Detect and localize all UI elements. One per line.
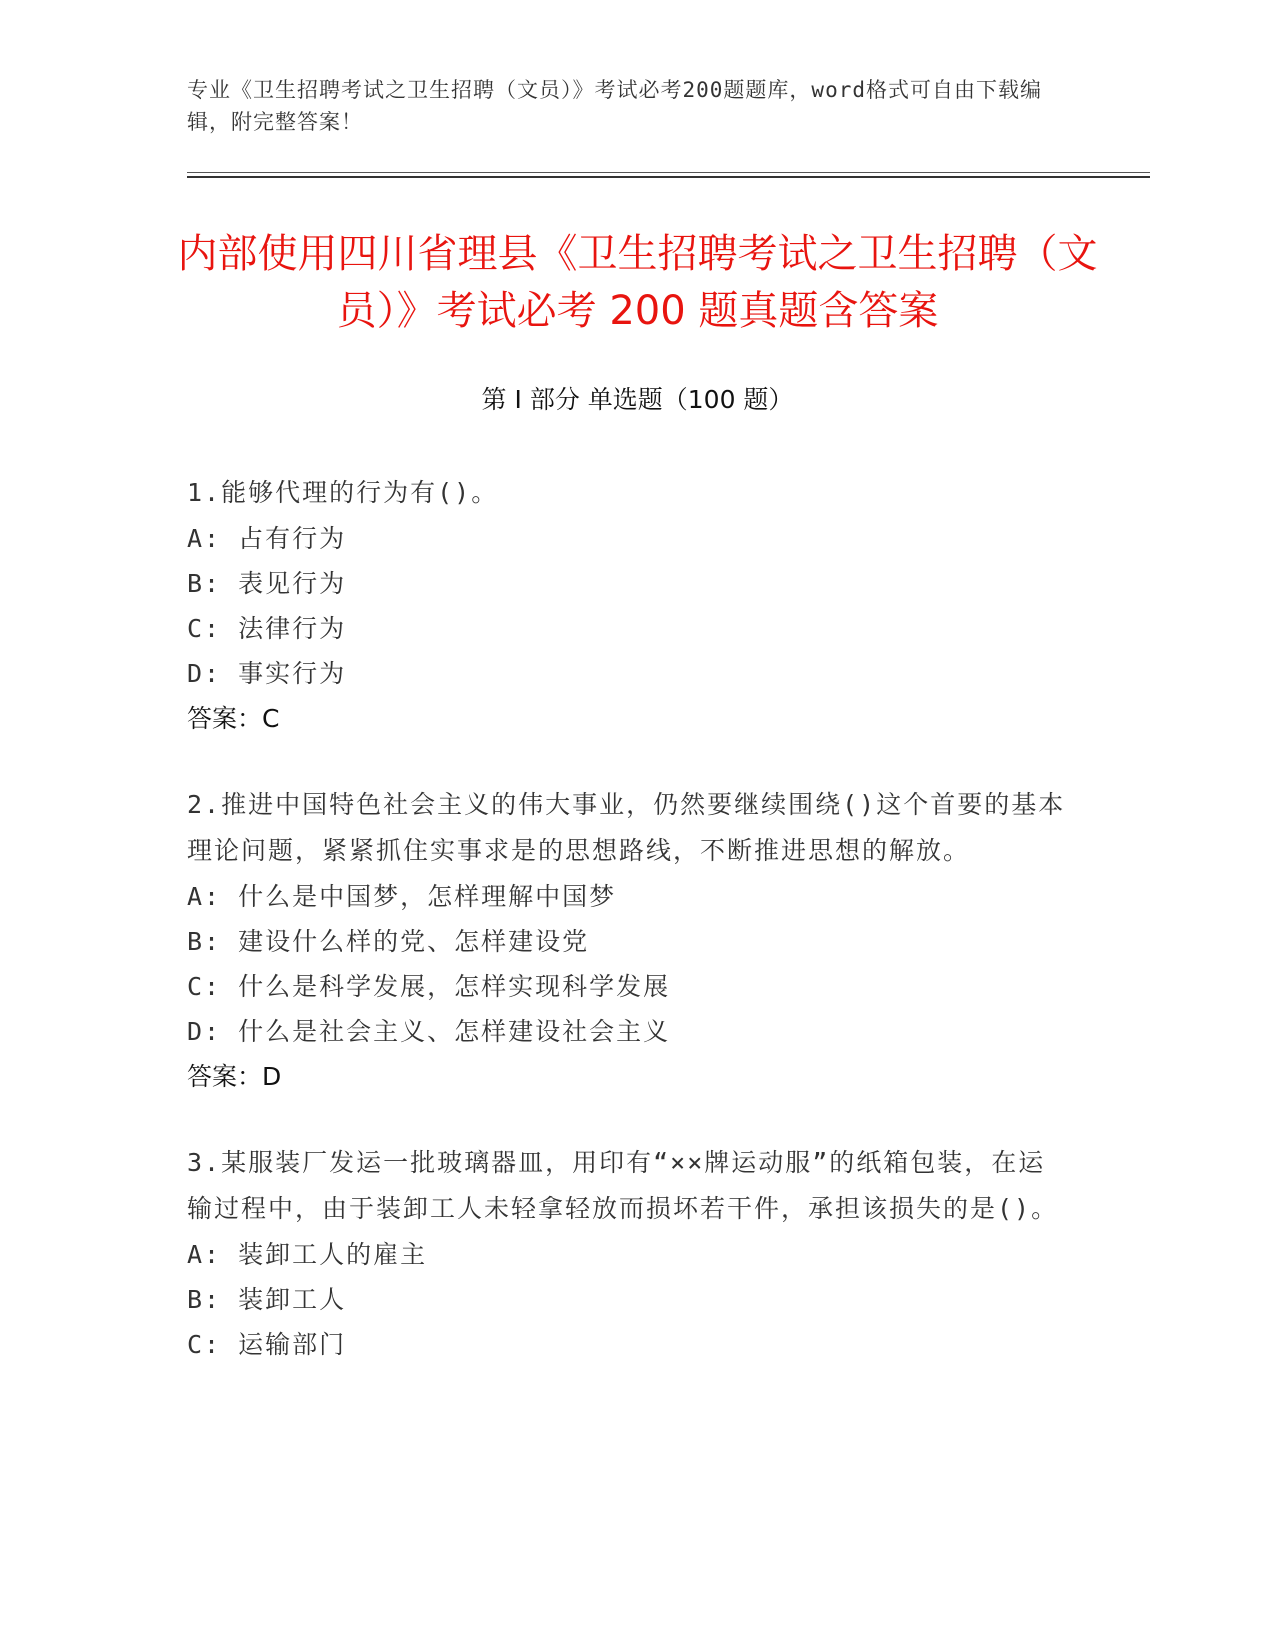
header-note: 专业《卫生招聘考试之卫生招聘（文员）》考试必考200题题库，word格式可自由下载编辑，附完整答案！ (187, 78, 1042, 134)
option-b: B: 表见行为 (187, 569, 347, 598)
option-d: D: 什么是社会主义、怎样建设社会主义 (187, 1017, 671, 1046)
option-c: C: 运输部门 (187, 1330, 347, 1359)
question-stem: 3.某服装厂发运一批玻璃器皿，用印有“××牌运动服”的纸箱包装，在运输过程中，由于装卸工人未轻拿轻放而损坏若干件，承担该损失的是()。 (187, 1148, 1059, 1223)
question-list (187, 470, 1067, 1408)
section-heading: 第 I 部分 单选题（100 题） (481, 385, 794, 414)
question-item (187, 1140, 1067, 1367)
option-b: B: 装卸工人 (187, 1285, 347, 1314)
question-item (187, 470, 1067, 741)
question-stem: 2.推进中国特色社会主义的伟大事业，仍然要继续围绕()这个首要的基本理论问题，紧紧抓住实事求是的思想路线，不断推进思想的解放。 (187, 790, 1066, 865)
answer-line: 答案：C (187, 704, 280, 733)
answer-line: 答案：D (187, 1062, 282, 1091)
option-c: C: 法律行为 (187, 614, 347, 643)
question-item (187, 782, 1067, 1099)
option-a: A: 装卸工人的雇主 (187, 1240, 428, 1269)
document-title: 内部使用四川省理县《卫生招聘考试之卫生招聘（文员）》考试必考 200 题真题含答案 (177, 231, 1098, 334)
option-b: B: 建设什么样的党、怎样建设党 (187, 927, 590, 956)
option-a: A: 占有行为 (187, 524, 347, 553)
header-divider-thick (187, 176, 1150, 178)
question-stem: 1.能够代理的行为有()。 (187, 478, 499, 507)
header-divider-thin (187, 172, 1150, 173)
option-c: C: 什么是科学发展，怎样实现科学发展 (187, 972, 671, 1001)
option-d: D: 事实行为 (187, 659, 347, 688)
option-a: A: 什么是中国梦，怎样理解中国梦 (187, 882, 617, 911)
